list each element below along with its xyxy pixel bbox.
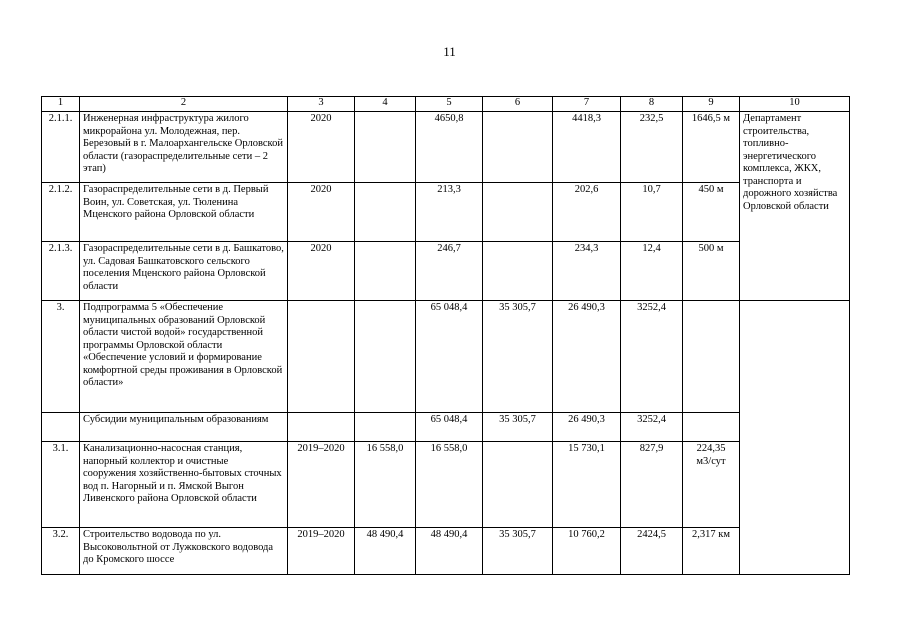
row-cell-6 [483, 242, 553, 301]
page-number: 11 [443, 44, 456, 59]
row-cell-9 [683, 442, 740, 528]
row-number: 3. [42, 301, 80, 413]
row-name: Газораспределительные сети в д. Первый Воин, ул. Советская, ул. Тюленина Мценского района Орловской области [80, 183, 288, 242]
row-period: 2020 [288, 112, 355, 183]
row-cell-5: 4650,8 [416, 112, 483, 183]
table-row [42, 242, 850, 301]
row-cell-7: 202,6 [553, 183, 621, 242]
column-header: 6 [483, 97, 553, 112]
row-cell-8: 3252,4 [621, 413, 683, 442]
row-cell-6: 35 305,7 [483, 528, 553, 575]
row-cell-5: 16 558,0 [416, 442, 483, 528]
row-cell-8: 3252,4 [621, 301, 683, 413]
header-row [42, 97, 850, 112]
row-cell-5: 213,3 [416, 183, 483, 242]
row-cell-8: 12,4 [621, 242, 683, 301]
capacity-unit: м3/сут [696, 455, 726, 467]
row-cell-9 [683, 301, 740, 413]
row-number [42, 413, 80, 442]
row-cell-4: 48 490,4 [355, 528, 416, 575]
row-number: 2.1.3. [42, 242, 80, 301]
row-cell-9: 1646,5 м [683, 112, 740, 183]
table-row [42, 301, 850, 413]
row-cell-4 [355, 413, 416, 442]
row-cell-7: 26 490,3 [553, 413, 621, 442]
row-cell-4 [355, 242, 416, 301]
row-cell-6 [483, 112, 553, 183]
row-name: Газораспределительные сети в д. Башкатово, ул. Садовая Башкатовского сельского поселения Мценского района Орловской области [80, 242, 288, 301]
row-period [288, 413, 355, 442]
row-cell-9: 500 м [683, 242, 740, 301]
row-period [288, 301, 355, 413]
row-cell-9: 2,317 км [683, 528, 740, 575]
row-cell-7: 10 760,2 [553, 528, 621, 575]
row-cell-6: 35 305,7 [483, 413, 553, 442]
row-cell-5: 65 048,4 [416, 413, 483, 442]
row-cell-4 [355, 301, 416, 413]
table-row [42, 112, 850, 183]
column-header: 7 [553, 97, 621, 112]
column-header: 5 [416, 97, 483, 112]
row-cell-6 [483, 442, 553, 528]
column-header: 2 [80, 97, 288, 112]
row-cell-7: 26 490,3 [553, 301, 621, 413]
program-table [41, 96, 850, 575]
table-row [42, 413, 850, 442]
row-name: Подпрограмма 5 «Обеспечение муниципальных образований Орловской области чистой водой» государственной программы Орловской области «Обеспечение условий и формирование комфортной среды проживания в Орловской области» [80, 301, 288, 413]
column-header: 10 [740, 97, 850, 112]
column-header: 3 [288, 97, 355, 112]
empty-cell [740, 301, 850, 575]
row-number: 2.1.1. [42, 112, 80, 183]
row-name: Субсидии муниципальным образованиям [80, 413, 288, 442]
row-name: Инженерная инфраструктура жилого микрорайона ул. Молодежная, пер. Березовый в г. Малоархангельске Орловской области (газораспределительные сети – 2 этап) [80, 112, 288, 183]
capacity-value: 224,35 [696, 443, 726, 454]
row-cell-6: 35 305,7 [483, 301, 553, 413]
row-cell-8: 232,5 [621, 112, 683, 183]
row-cell-8: 10,7 [621, 183, 683, 242]
row-cell-5: 246,7 [416, 242, 483, 301]
column-header: 9 [683, 97, 740, 112]
row-cell-9: 450 м [683, 183, 740, 242]
row-cell-8: 827,9 [621, 442, 683, 528]
table-row [42, 442, 850, 528]
row-cell-9 [683, 413, 740, 442]
row-number: 3.2. [42, 528, 80, 575]
table-row [42, 183, 850, 242]
row-cell-5: 65 048,4 [416, 301, 483, 413]
row-name: Строительство водовода по ул. Высоковольтной от Лужковского водовода до Кромского шоссе [80, 528, 288, 575]
row-number: 2.1.2. [42, 183, 80, 242]
column-header: 8 [621, 97, 683, 112]
row-cell-8: 2424,5 [621, 528, 683, 575]
row-cell-4 [355, 112, 416, 183]
row-cell-5: 48 490,4 [416, 528, 483, 575]
column-header: 4 [355, 97, 416, 112]
row-period: 2020 [288, 183, 355, 242]
row-period: 2019–2020 [288, 442, 355, 528]
table-row [42, 528, 850, 575]
responsible-department: Департамент строительства, топливно-энергетического комплекса, ЖКХ, транспорта и дорожного хозяйства Орловской области [740, 112, 850, 301]
row-cell-7: 234,3 [553, 242, 621, 301]
row-number: 3.1. [42, 442, 80, 528]
row-cell-4: 16 558,0 [355, 442, 416, 528]
column-header: 1 [42, 97, 80, 112]
row-name: Канализационно-насосная станция, напорный коллектор и очистные сооружения хозяйственно-бытовых сточных вод п. Нагорный и п. Ямской Выгон Ливенского района Орловской области [80, 442, 288, 528]
row-cell-7: 4418,3 [553, 112, 621, 183]
row-cell-6 [483, 183, 553, 242]
row-cell-4 [355, 183, 416, 242]
row-cell-7: 15 730,1 [553, 442, 621, 528]
row-period: 2019–2020 [288, 528, 355, 575]
row-period: 2020 [288, 242, 355, 301]
